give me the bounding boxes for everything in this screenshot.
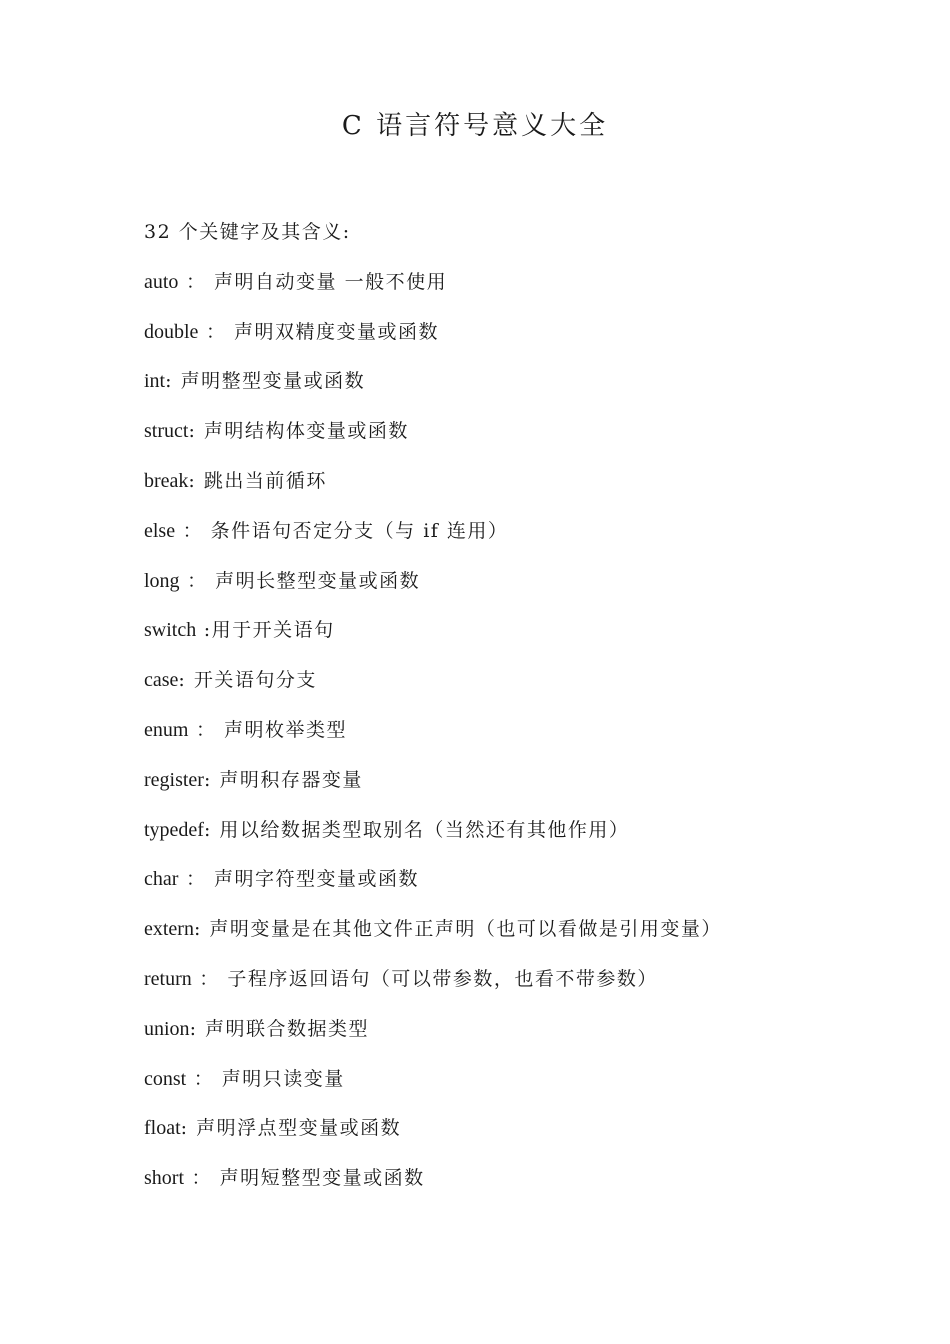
keyword: char [144,868,179,891]
separator: ： [179,569,208,592]
keyword-entry [144,762,924,812]
separator: ： [175,519,204,542]
separator: ： [186,1067,215,1090]
keyword: else [144,519,176,542]
document-title: C 语言符号意义大全 [341,111,609,141]
keyword: enum [144,718,189,741]
keyword-entry [144,1160,924,1210]
keyword-entry [144,1011,924,1061]
keyword-description: 开关语句分支 [186,669,317,692]
separator: ： [184,1167,213,1190]
separator: : [188,420,197,443]
keyword-description: 声明字符型变量或函数 [206,868,420,891]
keyword-entry [144,911,924,961]
keyword-description: 声明变量是在其他文件正声明（也可以看做是引用变量） [201,918,722,941]
keyword-entry [144,513,924,563]
keyword: break [144,469,189,492]
separator: : [188,469,197,492]
separator: ： [178,868,207,891]
keyword-description: 声明短整型变量或函数 [212,1167,425,1190]
keyword: struct [144,420,189,443]
keyword-description: 声明整型变量或函数 [173,370,366,393]
keyword-entry [144,1110,924,1160]
keyword: extern [144,918,194,941]
keyword-entry [144,1061,924,1111]
keyword: float [144,1117,181,1140]
separator: : [203,768,212,791]
keyword-entry [144,314,924,364]
keyword-description: 声明结构体变量或函数 [196,420,409,443]
keyword-description: 声明联合数据类型 [197,1017,370,1040]
keyword-description: 用于开关语句 [211,619,335,642]
keyword-entry [144,413,924,463]
keyword-description: 声明积存器变量 [211,768,363,791]
keyword-description: 声明自动变量 一般不使用 [206,270,448,293]
keyword-entry [144,264,924,314]
keyword-entry [144,662,924,712]
keyword-entry [144,861,924,911]
keyword: case [144,669,179,692]
keyword: long [144,569,180,592]
separator: ： [191,967,220,990]
keyword: typedef [144,818,204,841]
intro-line: 32 个关键字及其含义: [144,221,351,243]
keyword-description: 声明浮点型变量或函数 [188,1117,402,1140]
separator: ： [188,718,217,741]
keyword-description: 跳出当前循环 [196,469,327,492]
keyword-description: 声明长整型变量或函数 [207,569,421,592]
separator: : [178,669,187,692]
keyword: int [144,370,166,393]
keyword-entry [144,961,924,1011]
keyword-entry [144,712,924,762]
keyword-entry [144,363,924,413]
separator: : [203,818,212,841]
keyword: return [144,967,192,990]
keyword-entry [144,612,924,662]
keyword: const [144,1067,187,1090]
separator: : [196,619,212,642]
keyword: union [144,1017,190,1040]
keyword-description: 条件语句否定分支（与 if 连用） [203,519,509,542]
keyword-entry [144,563,924,613]
keyword: double [144,320,199,343]
keyword-entry [144,463,924,513]
separator: ： [198,320,227,343]
keyword: auto [144,270,179,293]
keyword: short [144,1167,184,1190]
document-body [144,214,924,1210]
keyword-description: 声明双精度变量或函数 [226,320,440,343]
separator: ： [178,270,207,293]
keyword-description: 用以给数据类型取别名（当然还有其他作用） [211,818,630,841]
separator: : [189,1017,198,1040]
separator: : [180,1117,189,1140]
separator: : [165,370,174,393]
keyword-description: 声明枚举类型 [216,718,348,741]
keyword: switch [144,619,197,642]
separator: : [193,918,202,941]
keyword-entry [144,812,924,862]
keyword-description: 子程序返回语句（可以带参数，也看不带参数） [219,967,658,990]
keyword: register [144,768,204,791]
keyword-description: 声明只读变量 [214,1067,345,1090]
